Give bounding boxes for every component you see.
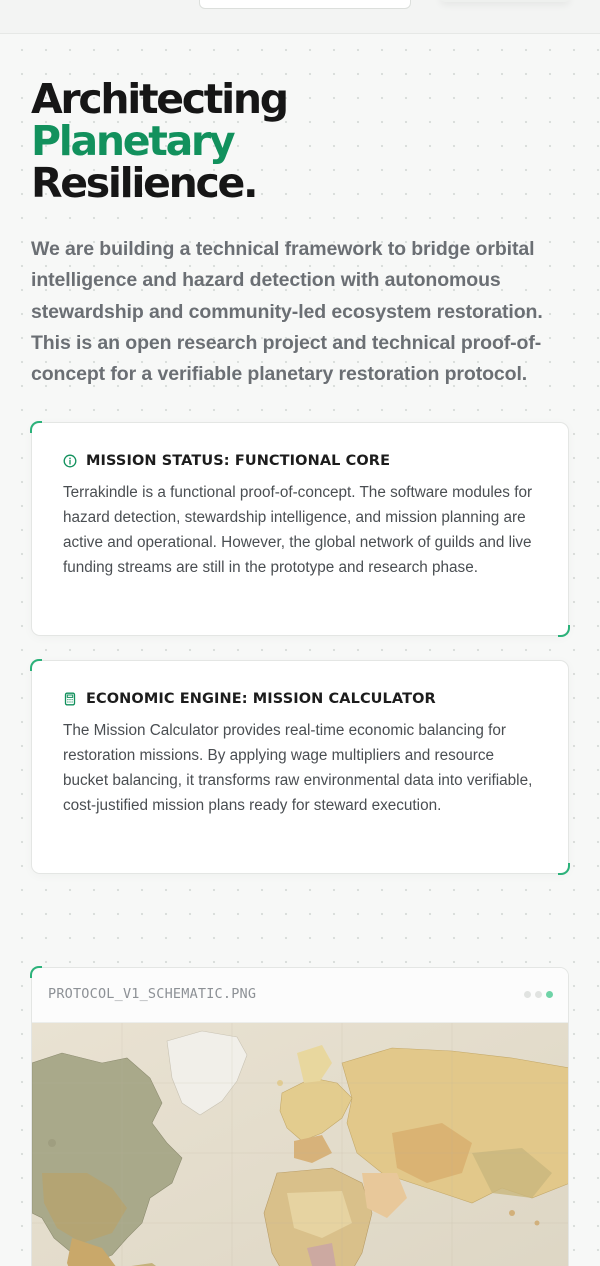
window-dot — [524, 991, 531, 998]
hero-title — [31, 75, 571, 207]
card-title: MISSION STATUS: FUNCTIONAL CORE — [86, 453, 391, 469]
card-header — [63, 453, 390, 469]
card-header — [63, 691, 436, 707]
mission-status-card — [31, 422, 569, 636]
hero-title-line1: Architecting — [31, 75, 287, 123]
top-nav-bar — [0, 0, 600, 34]
calculator-icon — [63, 692, 77, 706]
schematic-panel — [31, 967, 569, 1266]
card-title: ECONOMIC ENGINE: MISSION CALCULATOR — [86, 691, 436, 707]
nav-search-pill[interactable] — [199, 0, 411, 9]
hero-title-line3: Resilience. — [31, 159, 257, 207]
hero-description: We are building a technical framework to bridge orbital intelligence and hazard detection with autonomous stewardship and community-led ecosystem restoration. This is an open research project and technical proof-of-concept for a verifiable planetary restoration protocol. — [31, 238, 543, 386]
nav-action-pill[interactable] — [440, 0, 570, 2]
hero-title-accent: Planetary — [31, 117, 234, 165]
hero-section — [31, 75, 571, 390]
schematic-filename: PROTOCOL_V1_SCHEMATIC.PNG — [48, 986, 257, 1002]
card-corner-accent — [30, 421, 42, 433]
schematic-titlebar — [32, 968, 568, 1023]
window-dots — [524, 991, 553, 998]
card-body: The Mission Calculator provides real-time economic balancing for restoration missions. By applying wage multipliers and resource bucket balancing, it transforms raw environmental data into verifiable, cost-justified mission plans ready for steward execution. — [63, 722, 533, 814]
economic-engine-card — [31, 660, 569, 874]
card-corner-accent — [558, 863, 570, 875]
card-body: Terrakindle is a functional proof-of-concept. The software modules for hazard detection, stewardship intelligence, and mission planning are active and operational. However, the global network of guilds and live funding streams are still in the prototype and research phase. — [63, 484, 533, 576]
info-icon — [63, 454, 77, 468]
world-map-image — [32, 1023, 569, 1266]
card-corner-accent — [558, 625, 570, 637]
card-corner-accent — [30, 659, 42, 671]
window-dot-active — [546, 991, 553, 998]
window-dot — [535, 991, 542, 998]
card-corner-accent — [30, 966, 42, 978]
